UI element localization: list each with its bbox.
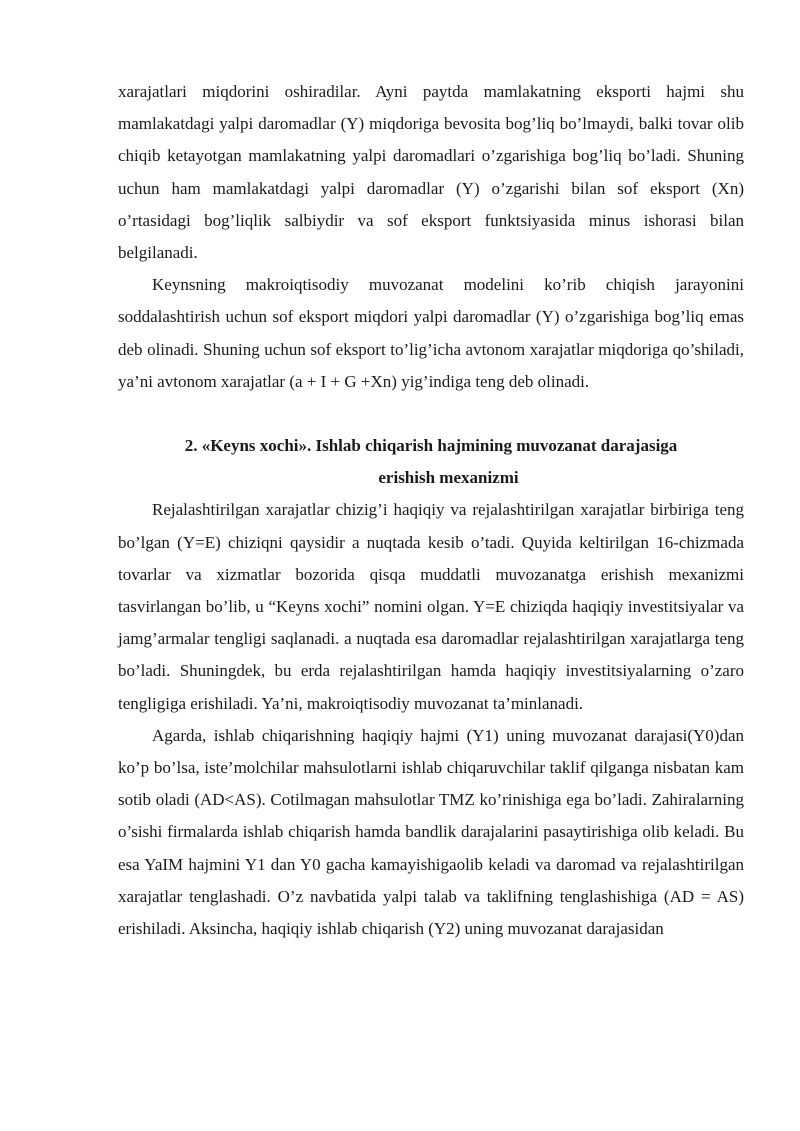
document-page bbox=[118, 76, 744, 945]
section-heading-line-2: erishish mexanizmi bbox=[378, 468, 519, 488]
section-heading bbox=[118, 430, 744, 494]
section-heading-line-1: 2. «Keyns xochi». Ishlab chiqarish hajmining muvozanat darajasiga bbox=[184, 436, 678, 456]
paragraph: xarajatlari miqdorini oshiradilar. Ayni paytda mamlakatning eksporti hajmi shu mamlakatdagi yalpi daromadlar (Y) miqdoriga bevosita bog’liq bo’lmaydi, balki tovar olib chiqib ketayotgan mamlakatning yalpi daromadlari o’zgarishiga bog’liq bo’ladi. Shuning uchun ham mamlakatdagi yalpi daromadlar (Y) o’zgarishi bilan sof eksport (Xn) o’rtasidagi bog’liqlik salbiydir va sof eksport funktsiyasida minus ishorasi bilan belgilanadi. bbox=[118, 82, 744, 263]
paragraph: Rejalashtirilgan xarajatlar chizig’i haqiqiy va rejalashtirilgan xarajatlar birbiriga teng bo’lgan (Y=E) chiziqni qaysidir a nuqtada kesib o’tadi. Quyida keltirilgan 16-chizmada tovarlar va xizmatlar bozorida qisqa muddatli muvozanatga erishish mexanizmi tasvirlangan bo’lib, u “Keyns xochi” nomini olgan. Y=E chiziqda haqiqiy investitsiyalar va jamg’armalar tengligi saqlanadi. a nuqtada esa daromadlar rejalashtirilgan xarajatlarga teng bo’ladi. Shuningdek, bu erda rejalashtirilgan hamda haqiqiy investitsiyalarning o’zaro tengligiga erishiladi. Ya’ni, makroiqtisodiy muvozanat ta’minlanadi. bbox=[118, 500, 744, 713]
paragraph: Agarda, ishlab chiqarishning haqiqiy hajmi (Y1) uning muvozanat darajasi(Y0)dan ko’p bo’lsa, iste’molchilar mahsulotlarni ishlab chiqaruvchilar taklif qilganga nisbatan kam sotib oladi (AD<AS). Cotilmagan mahsulotlar TMZ ko’rinishiga ega bo’ladi. Zahiralarning o’sishi firmalarda ishlab chiqarish hamda bandlik darajalarini pasaytirishiga olib keladi. Bu esa YaIM hajmini Y1 dan Y0 gacha kamayishigaolib keladi va daromad va rejalashtirilgan xarajatlar tenglashadi. O’z navbatida yalpi talab va taklifning tenglashishiga (AD = AS) erishiladi. Aksincha, haqiqiy ishlab chiqarish (Y2) uning muvozanat darajasidan bbox=[118, 725, 744, 939]
spacer bbox=[118, 398, 744, 430]
paragraph: Keynsning makroiqtisodiy muvozanat modelini ko’rib chiqish jarayonini soddalashtirish uchun sof eksport miqdori yalpi daromadlar (Y) o’zgarishiga bog’liq emas deb olinadi. Shuning uchun sof eksport to’lig’icha avtonom xarajatlar miqdoriga qo’shiladi, ya’ni avtonom xarajatlar (a + I + G +Xn) yig’indiga teng deb olinadi. bbox=[118, 275, 744, 391]
